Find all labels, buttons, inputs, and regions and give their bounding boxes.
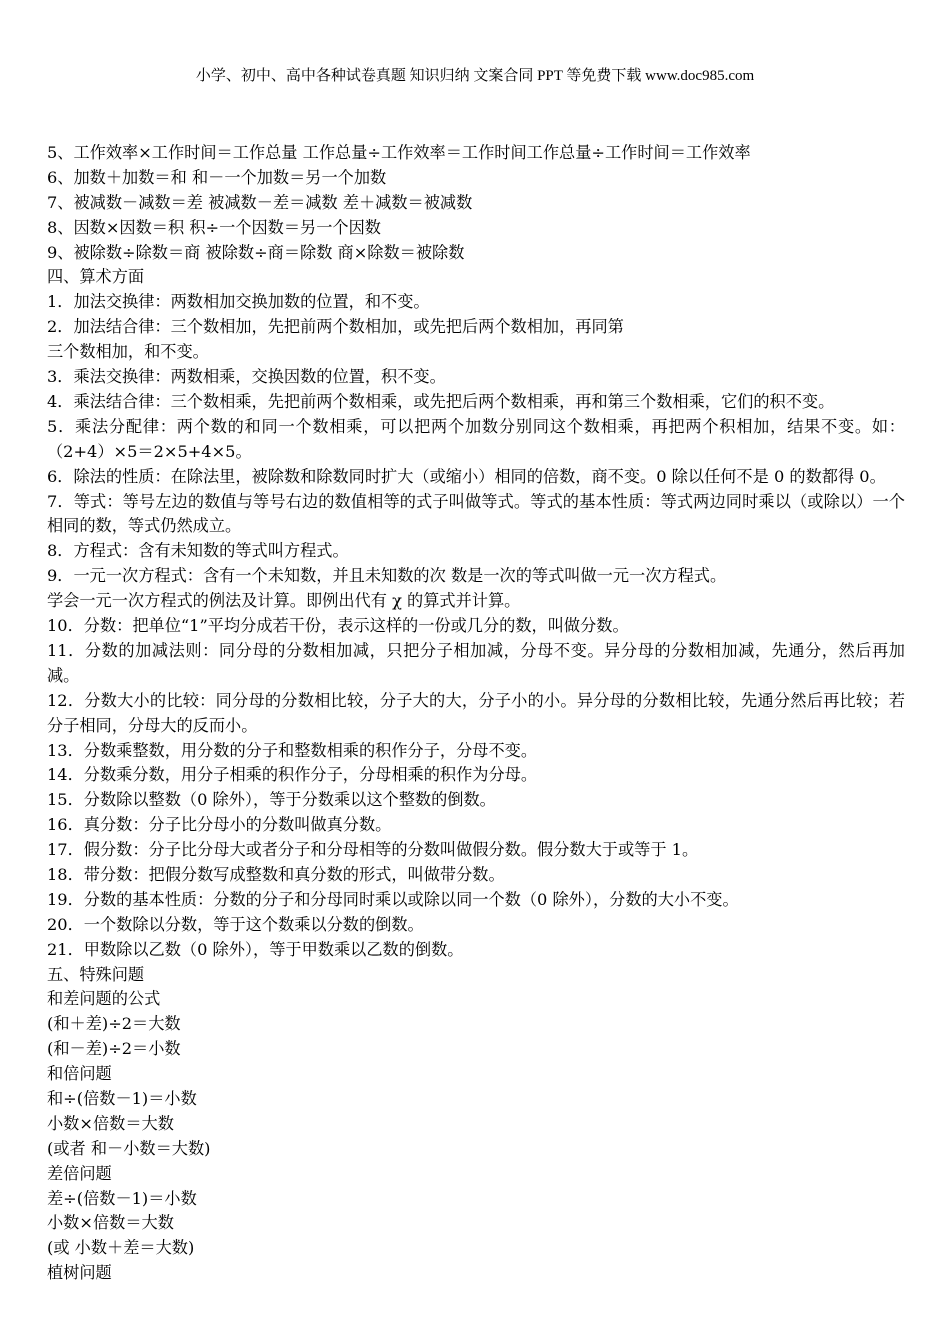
section-heading: 四、算术方面 [47, 267, 145, 287]
formula-line: (或者 和－小数＝大数) [47, 1138, 211, 1158]
rule-paragraph: 5．乘法分配律：两个数的和同一个数相乘，可以把两个加数分别同这个数相乘，再把两个积相加，结果不变。如：（2+4）×5＝2×5+4×5。 [47, 416, 905, 461]
rule-line: 13．分数乘整数，用分数的分子和整数相乘的积作分子，分母不变。 [47, 740, 538, 760]
document-body [47, 141, 905, 1286]
rule-paragraph: 7．等式：等号左边的数值与等号右边的数值相等的式子叫做等式。等式的基本性质：等式两边同时乘以（或除以）一个相同的数，等式仍然成立。 [47, 491, 905, 536]
page-header: 小学、初中、高中各种试卷真题 知识归纳 文案合同 PPT 等免费下载 www.doc985.com [195, 68, 755, 84]
rule-line: 21．甲数除以乙数（0 除外），等于甲数乘以乙数的倒数。 [47, 939, 464, 959]
rule-line: 16．真分数：分子比分母小的分数叫做真分数。 [47, 815, 392, 835]
rule-paragraph: 6．除法的性质：在除法里，被除数和除数同时扩大（或缩小）相同的倍数，商不变。0 除以任何不是 0 的数都得 0。 [47, 466, 886, 486]
rule-line: 14．分数乘分数，用分子相乘的积作分子，分母相乘的积作为分母。 [47, 765, 538, 785]
subheading: 和差问题的公式 [47, 989, 161, 1009]
rule-line: 8．方程式：含有未知数的等式叫方程式。 [47, 541, 349, 561]
rule-line: 2．加法结合律：三个数相加，先把前两个数相加，或先把后两个数相加，再同第 [47, 317, 624, 337]
formula-line: 7、被减数－减数＝差 被减数－差＝减数 差＋减数＝被减数 [47, 192, 473, 212]
section-heading: 五、特殊问题 [47, 964, 145, 984]
formula-line: 8、因数×因数＝积 积÷一个因数＝另一个因数 [47, 217, 381, 237]
rule-line: 学会一元一次方程式的例法及计算。即例出代有 χ 的算式并计算。 [47, 591, 521, 611]
formula-line: (和－差)÷2＝小数 [47, 1039, 181, 1059]
rule-line: 10．分数：把单位“1”平均分成若干份，表示这样的一份或几分的数，叫做分数。 [47, 616, 629, 636]
rule-line: 20．一个数除以分数，等于这个数乘以分数的倒数。 [47, 914, 424, 934]
formula-line: 5、工作效率×工作时间＝工作总量 工作总量÷工作效率＝工作时间工作总量÷工作时间＝工作效率 [47, 143, 751, 162]
rule-line: 15．分数除以整数（0 除外），等于分数乘以这个整数的倒数。 [47, 790, 496, 810]
rule-line: 17．假分数：分子比分母大或者分子和分母相等的分数叫做假分数。假分数大于或等于 1。 [47, 840, 699, 860]
formula-line: 小数×倍数＝大数 [47, 1213, 174, 1233]
rule-line: 1．加法交换律：两数相加交换加数的位置，和不变。 [47, 292, 430, 312]
formula-line: 9、被除数÷除数＝商 被除数÷商＝除数 商×除数＝被除数 [47, 242, 465, 262]
formula-line: (或 小数＋差＝大数) [47, 1238, 195, 1258]
formula-line: 差÷(倍数－1)＝小数 [47, 1188, 197, 1208]
rule-paragraph: 12．分数大小的比较：同分母的分数相比较，分子大的大，分子小的小。异分母的分数相比较，先通分然后再比较；若分子相同，分母大的反而小。 [47, 690, 905, 735]
rule-line: 19．分数的基本性质：分数的分子和分母同时乘以或除以同一个数（0 除外），分数的大小不变。 [47, 889, 739, 909]
subheading: 植树问题 [47, 1263, 112, 1283]
rule-line: 18．带分数：把假分数写成整数和真分数的形式，叫做带分数。 [47, 864, 505, 884]
formula-line: (和＋差)÷2＝大数 [47, 1014, 181, 1034]
rule-paragraph: 11．分数的加减法则：同分母的分数相加减，只把分子相加减，分母不变。异分母的分数相加减，先通分，然后再加减。 [47, 640, 905, 685]
subheading: 和倍问题 [47, 1064, 112, 1084]
subheading: 差倍问题 [47, 1163, 112, 1183]
formula-line: 和÷(倍数－1)＝小数 [47, 1089, 197, 1108]
rule-paragraph: 4．乘法结合律：三个数相乘，先把前两个数相乘，或先把后两个数相乘，再和第三个数相乘，它们的积不变。 [47, 391, 835, 411]
rule-line: 三个数相加，和不变。 [47, 342, 209, 362]
formula-line: 小数×倍数＝大数 [47, 1113, 174, 1133]
formula-line: 6、加数＋加数＝和 和－一个加数＝另一个加数 [47, 167, 387, 187]
rule-line: 9．一元一次方程式：含有一个未知数，并且未知数的次 数是一次的等式叫做一元一次方程式。 [47, 566, 727, 586]
rule-line: 3．乘法交换律：两数相乘，交换因数的位置，积不变。 [47, 367, 446, 387]
